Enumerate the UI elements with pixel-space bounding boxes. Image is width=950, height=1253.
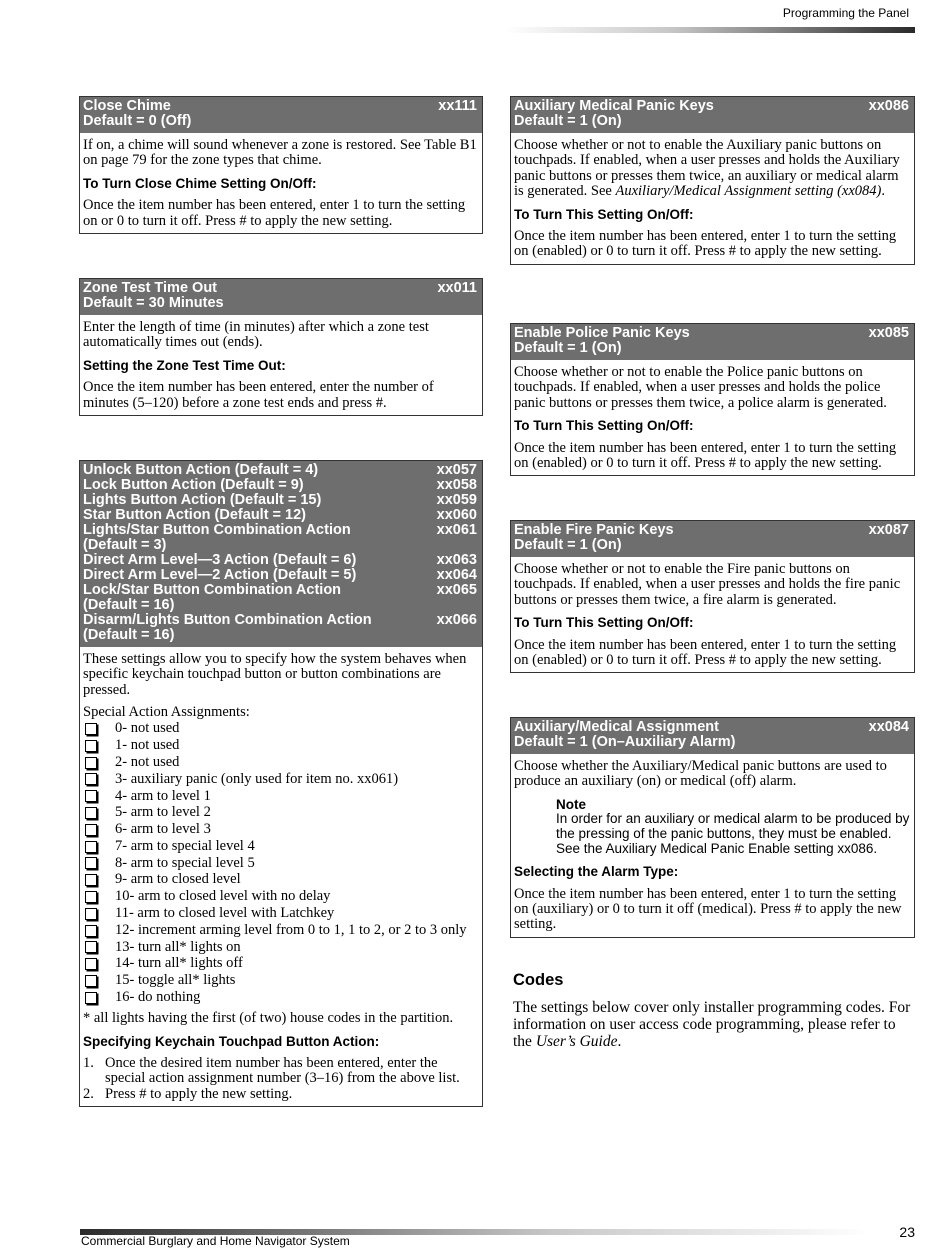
- item-code: xx086: [868, 98, 909, 114]
- section-title: Enable Police Panic Keys: [514, 325, 690, 341]
- page-header-title: Programming the Panel: [782, 6, 909, 20]
- list-item: 4- arm to level 1: [83, 788, 479, 805]
- codes-paragraph: The settings below cover only installer programming codes. For information on user access code programming, please refer to the User’s Guide.: [513, 999, 911, 1050]
- section-subheading: To Turn This Setting On/Off:: [514, 418, 694, 434]
- zone-test-section: [79, 278, 483, 416]
- checkbox-icon: [85, 925, 97, 937]
- section-title: Zone Test Time Out: [83, 280, 218, 296]
- keychain-buttons-header: [80, 461, 482, 647]
- item-code: xx087: [868, 522, 909, 538]
- item-code: xx057: [436, 462, 477, 478]
- button-action-label: Direct Arm Level—3 Action (Default = 6): [83, 552, 357, 568]
- list-item: 12- increment arming level from 0 to 1, 1 to 2, or 2 to 3 only: [83, 922, 479, 939]
- checkbox-icon: [85, 992, 97, 1004]
- item-code: xx063: [436, 552, 477, 568]
- checkbox-icon: [85, 908, 97, 920]
- list-item: 2. Press # to apply the new setting.: [83, 1085, 293, 1102]
- header-gradient-bar: [505, 27, 915, 33]
- steps-list: [83, 1056, 479, 1102]
- zone-test-header: [80, 279, 482, 315]
- section-description: Choose whether or not to enable the Auxiliary panic buttons on touchpads. If enabled, when a user presses and holds the Auxiliary panic buttons or presses them twice, an auxiliary or medical alarm is generated. See Auxiliary/Medical Assignment setting (xx084).: [514, 137, 900, 200]
- button-action-label: Lights Button Action (Default = 15): [83, 492, 322, 508]
- list-item: 11- arm to closed level with Latchkey: [83, 905, 479, 922]
- item-code: xx059: [436, 492, 477, 508]
- list-item: 16- do nothing: [83, 989, 479, 1006]
- aux-medical-panic-section: [510, 96, 915, 265]
- special-assignments-label: Special Action Assignments:: [83, 704, 250, 721]
- checkbox-icon: [85, 773, 97, 785]
- checkbox-icon: [85, 857, 97, 869]
- section-instructions: Once the item number has been entered, enter 1 to turn the setting on (enabled) or 0 to turn it off. Press # to apply the new setting.: [514, 228, 897, 260]
- section-default: Default = 30 Minutes: [83, 295, 224, 311]
- section-subheading: To Turn This Setting On/Off:: [514, 615, 694, 631]
- section-instructions: Once the item number has been entered, enter 1 to turn the setting on (enabled) or 0 to turn it off. Press # to apply the new setting.: [514, 636, 897, 669]
- section-instructions: Once the item number has been entered, enter 1 to turn the setting on (enabled) or 0 to turn it off. Press # to apply the new setting.: [514, 439, 897, 472]
- footer-text: Commercial Burglary and Home Navigator System: [81, 1234, 350, 1248]
- section-title: Enable Fire Panic Keys: [514, 522, 674, 538]
- section-subheading: Specifying Keychain Touchpad Button Action:: [83, 1033, 380, 1049]
- list-item: 1. Once the desired item number has been entered, enter the special action assignment number (3–16) from the above list.: [83, 1054, 460, 1087]
- section-title: Auxiliary Medical Panic Keys: [514, 98, 714, 114]
- section-description: Choose whether or not to enable the Police panic buttons on touchpads. If enabled, when a user presses and holds the police panic buttons or presses them twice, a police alarm is generated.: [514, 364, 887, 411]
- aux-medical-assignment-section: [510, 717, 915, 938]
- cross-reference: Auxiliary/Medical Assignment setting (xx084): [615, 183, 882, 200]
- section-subheading: To Turn Close Chime Setting On/Off:: [83, 175, 317, 191]
- checkbox-icon: [85, 807, 97, 819]
- list-item: 1- not used: [83, 737, 479, 754]
- checkbox-icon: [85, 941, 97, 953]
- section-subheading: Selecting the Alarm Type:: [514, 864, 679, 880]
- section-default: Default = 0 (Off): [83, 113, 192, 129]
- item-code: xx066: [436, 612, 477, 628]
- button-action-default: (Default = 16): [83, 627, 175, 643]
- page-number: 23: [899, 1224, 915, 1240]
- fire-panic-header: [511, 521, 914, 557]
- item-code: xx064: [436, 567, 477, 583]
- section-description: Choose whether the Auxiliary/Medical panic buttons are used to produce an auxiliary (on) or medical (off) alarm.: [514, 758, 887, 790]
- keychain-buttons-section: [79, 460, 483, 1107]
- list-item: 5- arm to level 2: [83, 805, 479, 822]
- close-chime-header: [80, 97, 482, 133]
- list-item: 14- turn all* lights off: [83, 956, 479, 973]
- note-text: In order for an auxiliary or medical alarm to be produced by the pressing of the panic buttons, they must be enabled. See the Auxiliary Medical Panic Enable setting xx086.: [556, 811, 910, 856]
- button-action-label: Direct Arm Level—2 Action (Default = 5): [83, 567, 357, 583]
- users-guide-reference: User’s Guide: [535, 1033, 618, 1050]
- section-title: Auxiliary/Medical Assignment: [514, 719, 719, 735]
- checkbox-icon: [85, 757, 97, 769]
- checkbox-icon: [85, 841, 97, 853]
- button-action-default: (Default = 3): [83, 537, 167, 553]
- checkbox-icon: [85, 790, 97, 802]
- section-description: If on, a chime will sound whenever a zone is restored. See Table B1 on page 79 for the zone types that chime.: [83, 137, 477, 169]
- section-title: Close Chime: [83, 98, 171, 114]
- section-default: Default = 1 (On): [514, 340, 622, 356]
- section-default: Default = 1 (On): [514, 113, 622, 129]
- section-subheading: Setting the Zone Test Time Out:: [83, 357, 286, 373]
- assignment-list: [83, 721, 479, 1007]
- section-description: These settings allow you to specify how the system behaves when specific keychain touchpad button or button combinations are pressed.: [83, 651, 467, 698]
- close-chime-section: [79, 96, 483, 234]
- checkbox-icon: [85, 723, 97, 735]
- item-code: xx085: [868, 325, 909, 341]
- police-panic-section: [510, 323, 915, 476]
- section-description: Choose whether or not to enable the Fire panic buttons on touchpads. If enabled, when a user presses and holds the fire panic buttons or presses them twice, a fire alarm is generated.: [514, 561, 901, 608]
- item-code: xx084: [868, 719, 909, 735]
- aux-medical-panic-header: [511, 97, 914, 133]
- section-subheading: To Turn This Setting On/Off:: [514, 206, 694, 222]
- list-item: 7- arm to special level 4: [83, 838, 479, 855]
- checkbox-icon: [85, 740, 97, 752]
- item-code: xx060: [436, 507, 477, 523]
- item-code: xx011: [437, 280, 477, 296]
- checkbox-icon: [85, 874, 97, 886]
- codes-heading: Codes: [513, 971, 564, 989]
- button-action-label: Unlock Button Action (Default = 4): [83, 462, 319, 478]
- item-code: xx065: [436, 582, 477, 598]
- list-item: 9- arm to closed level: [83, 872, 479, 889]
- list-item: 13- turn all* lights on: [83, 939, 479, 956]
- police-panic-header: [511, 324, 914, 360]
- checkbox-icon: [85, 891, 97, 903]
- list-item: 2- not used: [83, 754, 479, 771]
- item-code: xx061: [436, 522, 477, 538]
- section-instructions: Once the item number has been entered, enter the number of minutes (5–120) before a zone test ends and press #.: [83, 379, 434, 411]
- button-action-default: (Default = 16): [83, 597, 175, 613]
- footnote: * all lights having the first (of two) house codes in the partition.: [83, 1010, 454, 1027]
- button-action-label: Lights/Star Button Combination Action: [83, 522, 351, 538]
- section-instructions: Once the item number has been entered, enter 1 to turn the setting on (auxiliary) or 0 to turn it off (medical). Press # to apply the new setting.: [514, 885, 902, 933]
- item-code: xx111: [438, 98, 477, 114]
- list-item: 3- auxiliary panic (only used for item no. xx061): [83, 771, 479, 788]
- note-box: [556, 798, 911, 856]
- checkbox-icon: [85, 824, 97, 836]
- checkbox-icon: [85, 958, 97, 970]
- section-default: Default = 1 (On–Auxiliary Alarm): [514, 734, 736, 750]
- list-item: 8- arm to special level 5: [83, 855, 479, 872]
- section-description: Enter the length of time (in minutes) after which a zone test automatically times out (ends).: [83, 319, 429, 351]
- section-instructions: Once the item number has been entered, enter 1 to turn the setting on or 0 to turn it off. Press # to apply the new setting.: [83, 197, 466, 229]
- button-action-label: Star Button Action (Default = 12): [83, 507, 307, 523]
- checkbox-icon: [85, 975, 97, 987]
- aux-medical-assignment-header: [511, 718, 914, 754]
- list-item: 15- toggle all* lights: [83, 973, 479, 990]
- item-code: xx058: [436, 477, 477, 493]
- button-action-label: Lock/Star Button Combination Action: [83, 582, 342, 598]
- list-item: 0- not used: [83, 721, 479, 738]
- note-title: Note: [556, 796, 586, 812]
- button-action-label: Lock Button Action (Default = 9): [83, 477, 304, 493]
- section-default: Default = 1 (On): [514, 537, 622, 553]
- fire-panic-section: [510, 520, 915, 673]
- list-item: 10- arm to closed level with no delay: [83, 889, 479, 906]
- list-item: 6- arm to level 3: [83, 821, 479, 838]
- button-action-label: Disarm/Lights Button Combination Action: [83, 612, 372, 628]
